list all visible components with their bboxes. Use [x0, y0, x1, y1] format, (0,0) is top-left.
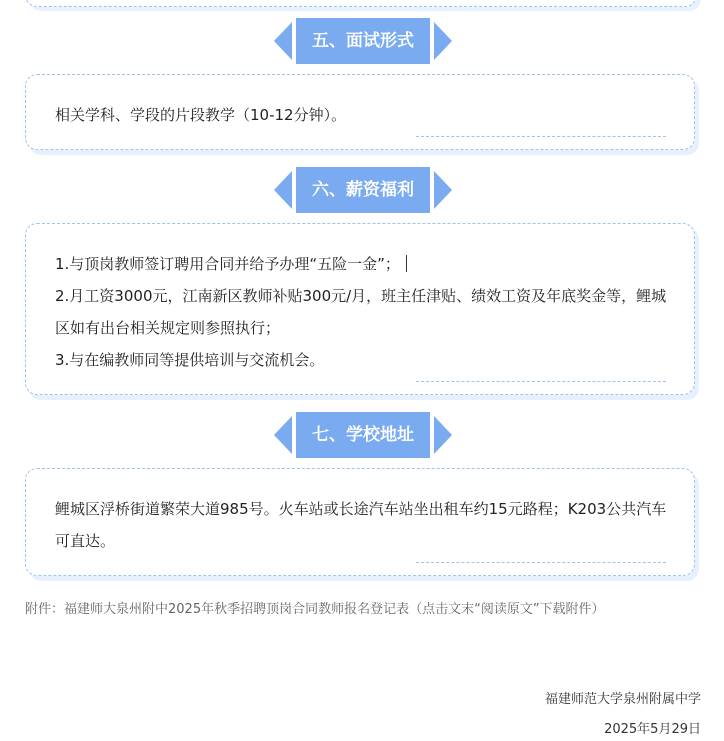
footer-school: 福建师范大学泉州附属中学 — [544, 692, 701, 707]
salary-text — [55, 248, 668, 376]
text-cursor — [406, 255, 407, 272]
section-title-address: 七、学校地址 — [296, 412, 430, 458]
address-line: 鲤城区浮桥街道繁荣大道985号。火车站或长途汽车站坐出租车约15元路程；K203公共汽车可直达。 — [55, 500, 667, 550]
salary-line-1-text: 1.与顶岗教师签订聘用合同并给予办理“五险一金”； — [55, 255, 400, 273]
section-title-salary: 六、薪资福利 — [296, 167, 430, 213]
section-banner-salary — [0, 167, 724, 213]
card-underline — [416, 381, 666, 382]
interview-card — [25, 74, 695, 150]
interview-line: 相关学科、学段的片段教学（10-12分钟）。 — [55, 106, 347, 124]
salary-line-3: 3.与在编教师同等提供培训与交流机会。 — [55, 351, 325, 369]
banner-left-arrow — [274, 416, 292, 454]
section-title-interview: 五、面试形式 — [296, 18, 430, 64]
banner-left-arrow — [274, 22, 292, 60]
footer-date: 2025年5月29日 — [604, 722, 701, 737]
previous-card-edge — [25, 0, 697, 7]
address-text — [55, 493, 668, 557]
banner-left-arrow — [274, 171, 292, 209]
card-underline — [416, 562, 666, 563]
card-underline — [416, 136, 666, 137]
interview-text — [55, 99, 668, 131]
section-banner-address — [0, 412, 724, 458]
section-banner-interview — [0, 18, 724, 64]
address-card — [25, 468, 695, 576]
banner-right-arrow — [434, 22, 452, 60]
salary-line-1 — [55, 248, 668, 280]
attachment-note: 附件：福建师大泉州附中2025年秋季招聘顶岗合同教师报名登记表（点击文末“阅读原文”下载附件） — [25, 602, 605, 617]
salary-line-2: 2.月工资3000元，江南新区教师补贴300元/月，班主任津贴、绩效工资及年底奖金等，鲤城区如有出台相关规定则参照执行； — [55, 287, 667, 337]
banner-right-arrow — [434, 171, 452, 209]
banner-right-arrow — [434, 416, 452, 454]
salary-card — [25, 223, 695, 395]
